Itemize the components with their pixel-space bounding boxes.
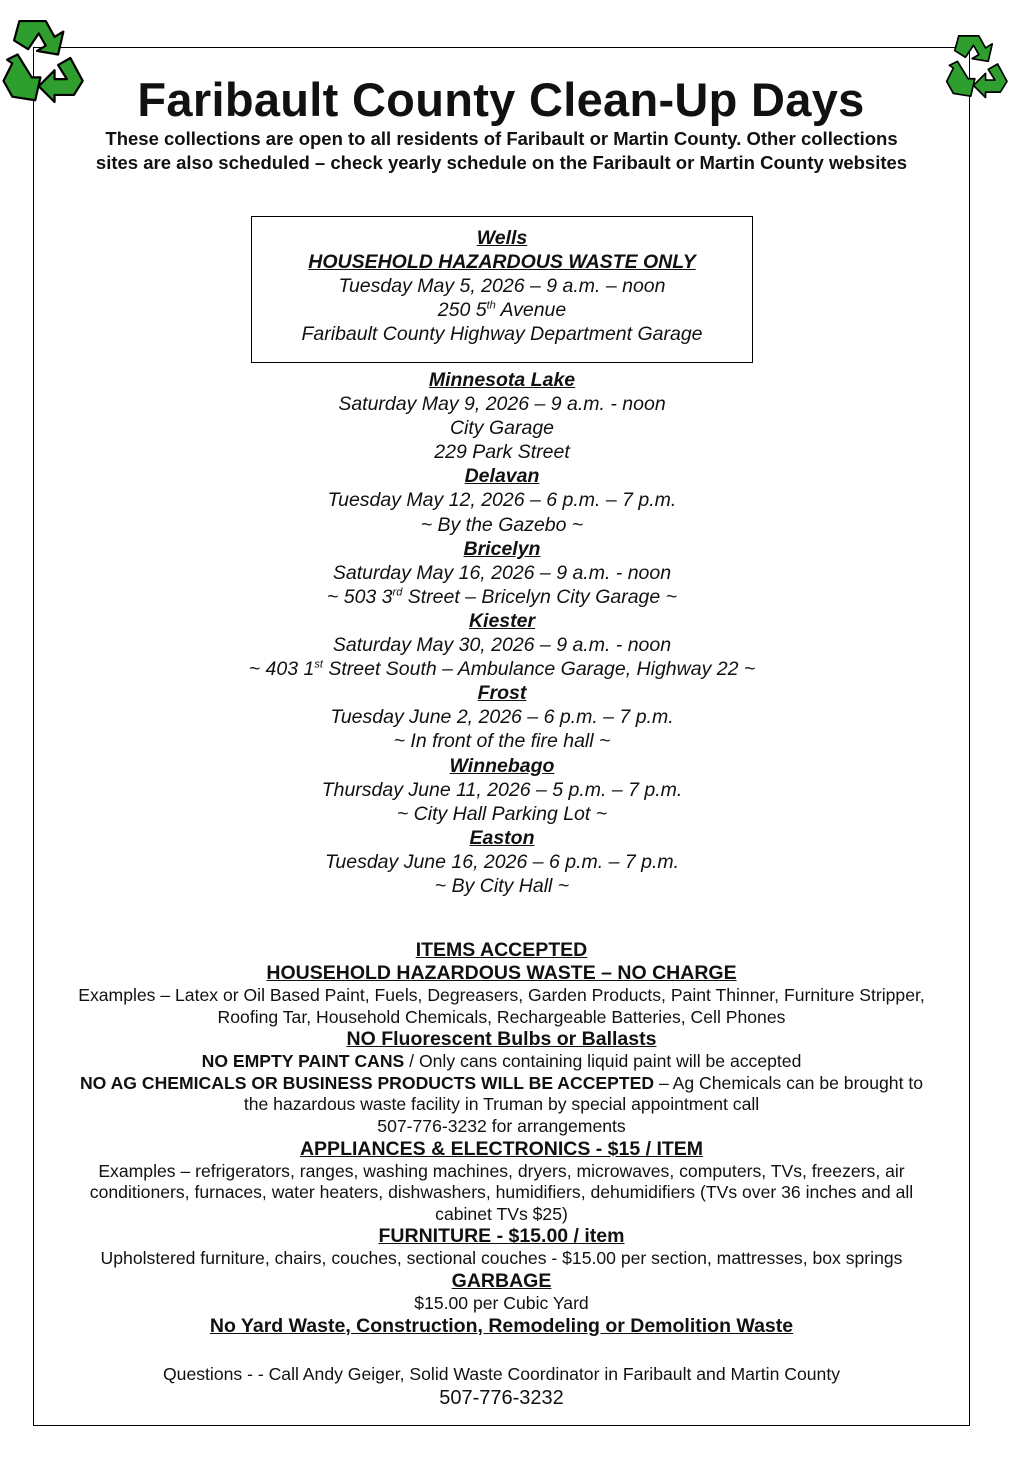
info-line: $15.00 per Cubic Yard bbox=[414, 1292, 589, 1313]
event-date: Saturday May 9, 2026 – 9 a.m. - noon bbox=[338, 393, 666, 416]
section-heading: No Yard Waste, Construction, Remodeling or Demolition Waste bbox=[209, 1314, 794, 1337]
event-date: Tuesday May 12, 2026 – 6 p.m. – 7 p.m. bbox=[327, 489, 677, 512]
info-line: conditioners, furnaces, water heaters, dishwashers, humidifiers, dehumidifiers (TVs over 36 inches and all bbox=[89, 1182, 914, 1203]
event-date: Saturday May 16, 2026 – 9 a.m. - noon bbox=[332, 561, 672, 584]
section-heading: FURNITURE - $15.00 / item bbox=[378, 1225, 625, 1248]
event-date: Saturday May 30, 2026 – 9 a.m. - noon bbox=[332, 634, 672, 657]
event-town: Bricelyn bbox=[463, 537, 541, 560]
event-location: ~ By City Hall ~ bbox=[434, 874, 570, 897]
event-town: Kiester bbox=[468, 609, 536, 632]
event-date: Tuesday May 5, 2026 – 9 a.m. – noon bbox=[338, 275, 666, 298]
info-line: cabinet TVs $25) bbox=[435, 1203, 568, 1224]
spacer bbox=[34, 1338, 969, 1364]
items-accepted-section bbox=[34, 939, 969, 1411]
event-note: HOUSEHOLD HAZARDOUS WASTE ONLY bbox=[308, 251, 696, 274]
section-heading: NO Fluorescent Bulbs or Ballasts bbox=[346, 1028, 657, 1051]
event-location: ~ City Hall Parking Lot ~ bbox=[396, 802, 608, 825]
section-heading: APPLIANCES & ELECTRONICS - $15 / ITEM bbox=[299, 1137, 704, 1160]
info-line: Upholstered furniture, chairs, couches, sectional couches - $15.00 per section, mattresses, box springs bbox=[100, 1248, 903, 1269]
wells-event bbox=[0, 226, 1004, 346]
page-title: Faribault County Clean-Up Days bbox=[137, 73, 865, 126]
event-location: ~ 503 3rd Street – Bricelyn City Garage ~ bbox=[326, 585, 678, 608]
event-town: Wells bbox=[476, 227, 528, 249]
info-line: Examples – refrigerators, ranges, washing machines, dryers, microwaves, computers, TVs, freezers, air bbox=[98, 1160, 905, 1181]
info-line: NO AG CHEMICALS OR BUSINESS PRODUCTS WILL BE ACCEPTED – Ag Chemicals can be brought to bbox=[79, 1072, 924, 1093]
section-heading: HOUSEHOLD HAZARDOUS WASTE – NO CHARGE bbox=[266, 962, 737, 984]
event-town: Frost bbox=[477, 682, 527, 705]
event-location: ~ By the Gazebo ~ bbox=[420, 513, 584, 536]
intro-line: These collections are open to all residents of Faribault or Martin County. Other collections bbox=[105, 128, 898, 149]
event-date: Tuesday June 2, 2026 – 6 p.m. – 7 p.m. bbox=[330, 706, 674, 729]
event-address: 229 Park Street bbox=[434, 441, 570, 464]
intro-text bbox=[34, 127, 969, 175]
info-line: 507-776-3232 for arrangements bbox=[377, 1115, 626, 1136]
event-address: 250 5th Avenue bbox=[437, 299, 567, 322]
event-location: ~ In front of the fire hall ~ bbox=[393, 730, 611, 753]
section-heading: ITEMS ACCEPTED bbox=[415, 939, 588, 961]
event-town: Minnesota Lake bbox=[428, 369, 576, 391]
event-town: Delavan bbox=[464, 465, 540, 488]
info-line: Examples – Latex or Oil Based Paint, Fuels, Degreasers, Garden Products, Paint Thinner, Furniture Stripper, bbox=[78, 985, 925, 1005]
info-line: NO EMPTY PAINT CANS / Only cans containing liquid paint will be accepted bbox=[201, 1051, 802, 1072]
event-location: City Garage bbox=[449, 417, 555, 440]
event-town: Easton bbox=[469, 826, 535, 849]
event-schedule bbox=[0, 368, 1004, 898]
section-heading: GARBAGE bbox=[451, 1269, 552, 1292]
info-line: the hazardous waste facility in Truman by special appointment call bbox=[243, 1094, 760, 1115]
event-date: Thursday June 11, 2026 – 5 p.m. – 7 p.m. bbox=[321, 778, 683, 801]
event-location: Faribault County Highway Department Garage bbox=[301, 323, 703, 346]
event-location: ~ 403 1st Street South – Ambulance Garage, Highway 22 ~ bbox=[248, 658, 756, 681]
contact-phone: 507-776-3232 bbox=[439, 1387, 564, 1410]
intro-line: sites are also scheduled – check yearly schedule on the Faribault or Martin County websites bbox=[95, 152, 908, 173]
contact-line: Questions - - Call Andy Geiger, Solid Waste Coordinator in Faribault and Martin County bbox=[162, 1363, 841, 1384]
event-town: Winnebago bbox=[449, 754, 555, 777]
event-date: Tuesday June 16, 2026 – 6 p.m. – 7 p.m. bbox=[324, 850, 680, 873]
info-line: Roofing Tar, Household Chemicals, Rechargeable Batteries, Cell Phones bbox=[217, 1006, 786, 1027]
